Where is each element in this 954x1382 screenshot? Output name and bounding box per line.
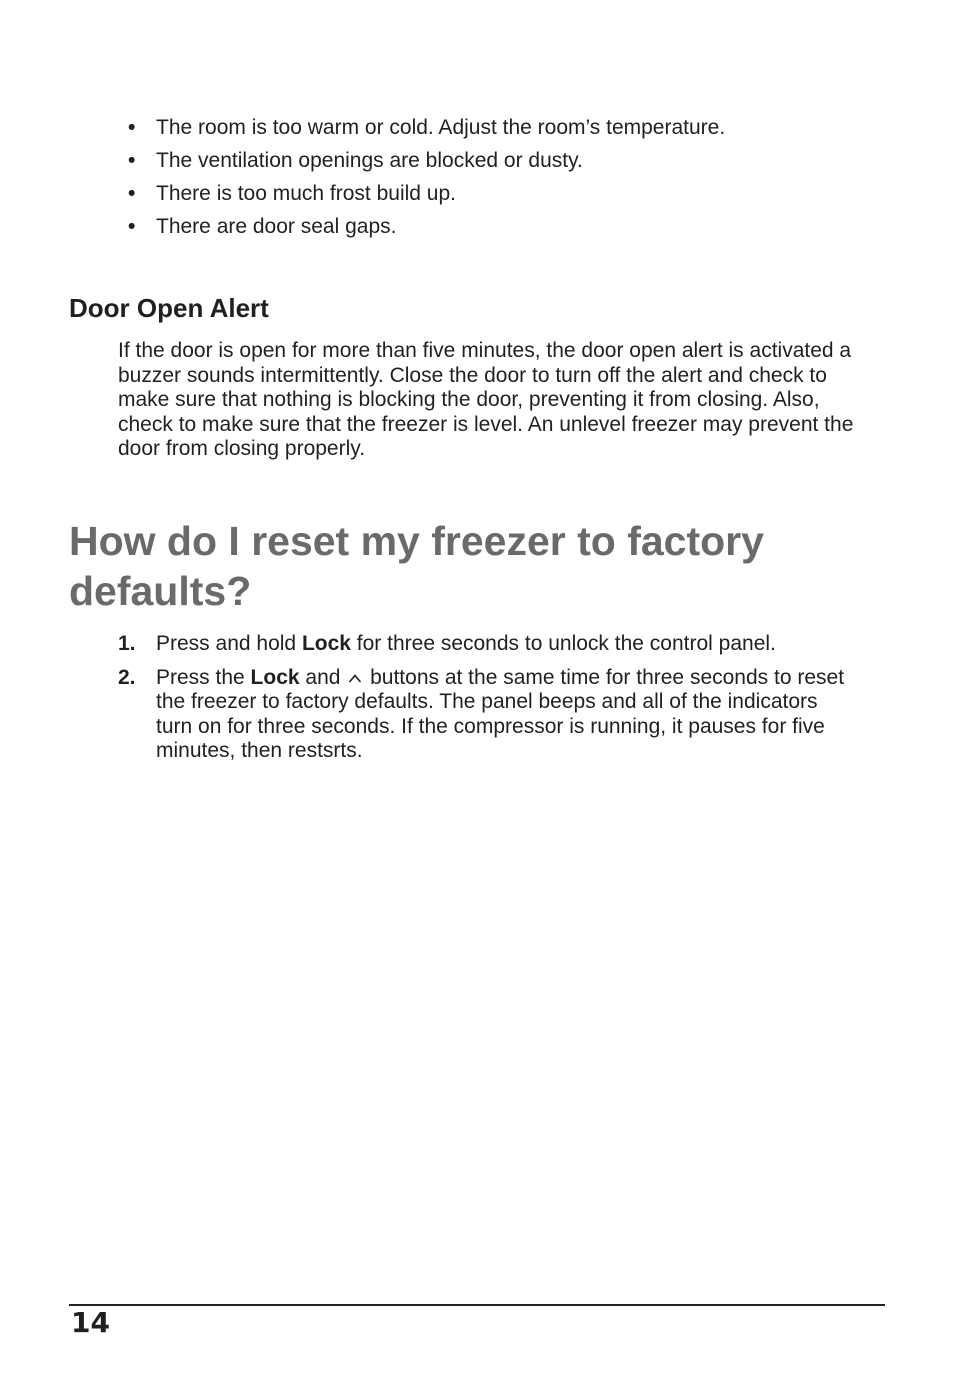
- list-item: [128, 149, 725, 173]
- cause-bullet-list: [128, 116, 725, 248]
- list-item-text: The room is too warm or cold. Adjust the room’s temperature.: [156, 116, 726, 139]
- step-number: 2.: [118, 665, 136, 689]
- list-item-text: There is too much frost build up.: [156, 182, 456, 205]
- bullet-marker: •: [128, 215, 136, 238]
- list-item-text: The ventilation openings are blocked or dusty.: [156, 149, 583, 172]
- step-text-post: buttons at the same time for three seconds to reset the freezer to factory defaults. The panel beeps and all of the indicators turn on for three seconds. If the compressor is running, it pauses for five minutes, then restsrts.: [156, 665, 845, 762]
- step-item: [118, 666, 848, 764]
- reset-steps-list: [118, 632, 848, 773]
- step-item: [118, 632, 848, 657]
- bullet-marker: •: [128, 116, 136, 139]
- reset-section-title: How do I reset my freezer to factory defaults?: [69, 518, 764, 614]
- step-text-mid: and: [299, 665, 347, 689]
- list-item: [128, 116, 725, 140]
- list-item: [128, 215, 725, 239]
- bullet-marker: •: [128, 149, 136, 172]
- step-text-pre: Press and hold: [156, 632, 302, 655]
- up-arrow-icon: [348, 671, 362, 685]
- list-item-text: There are door seal gaps.: [156, 215, 397, 238]
- lock-button-label: Lock: [250, 665, 300, 689]
- step-number: 1.: [118, 632, 136, 655]
- list-item: [128, 182, 725, 206]
- door-open-alert-body: If the door is open for more than five minutes, the door open alert is activated a buzzer sounds intermittently. Close the door to turn off the alert and check to make sure that nothing is blocking the door, preventing it from closing. Also, check to make sure that the freezer is level. An unlevel freezer may prevent the door from closing properly.: [118, 339, 854, 460]
- page-number: 14: [71, 1306, 110, 1339]
- step-text-pre: Press the: [156, 665, 251, 689]
- step-text-post: for three seconds to unlock the control panel.: [350, 632, 776, 655]
- footer-divider: [69, 1304, 885, 1306]
- door-open-alert-heading: Door Open Alert: [69, 293, 269, 323]
- bullet-marker: •: [128, 182, 136, 205]
- lock-button-label: Lock: [301, 632, 351, 655]
